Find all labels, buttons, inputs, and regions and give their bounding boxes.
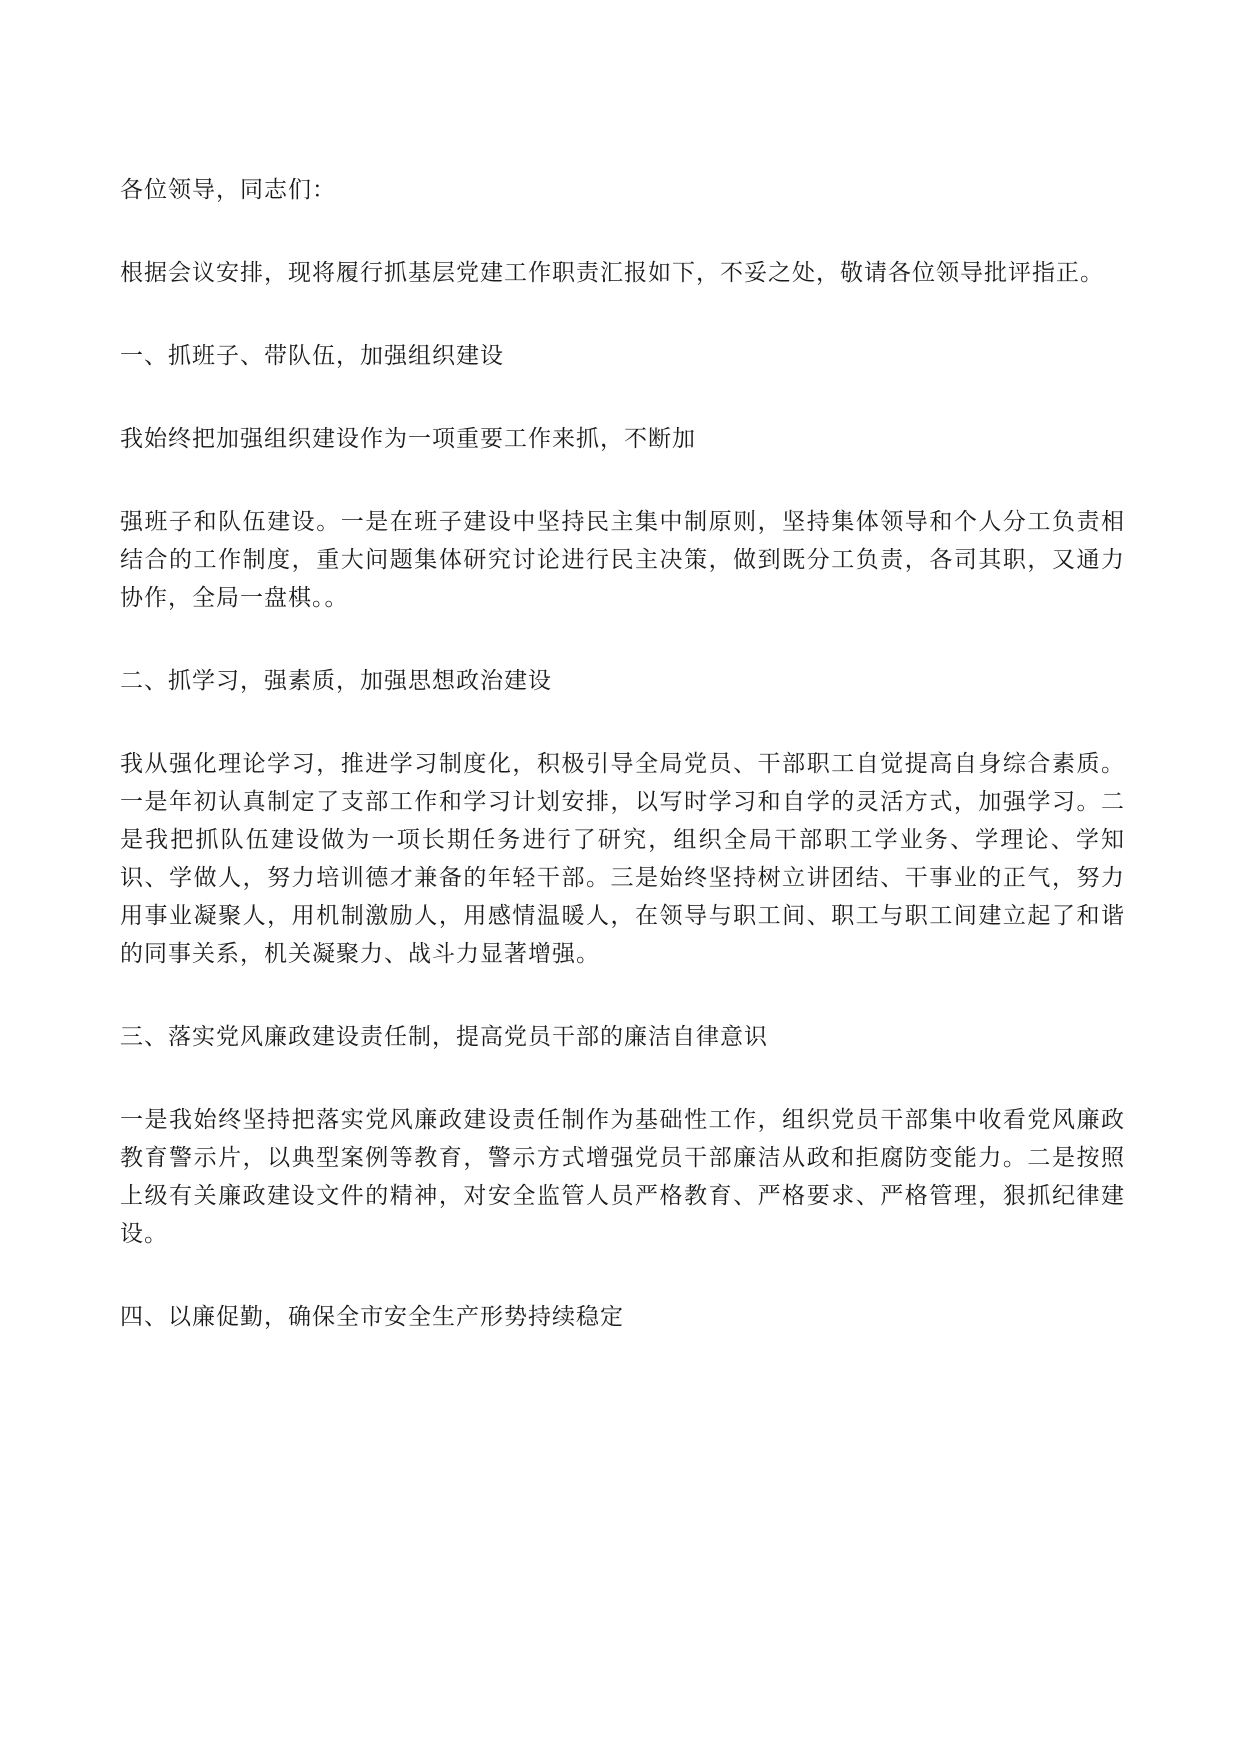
section-1-paragraph-2: 强班子和队伍建设。一是在班子建设中坚持民主集中制原则，坚持集体领导和个人分工负责相结合的工作制度，重大问题集体研究讨论进行民主决策，做到既分工负责，各司其职，又通力协作，全局一盘棋。。 [120,509,1125,611]
section-3-paragraph-1: 一是我始终坚持把落实党风廉政建设责任制作为基础性工作，组织党员干部集中收看党风廉政教育警示片，以典型案例等教育，警示方式增强党员干部廉洁从政和拒腐防变能力。二是按照上级有关廉政建设文件的精神，对安全监管人员严格教育、严格要求、严格管理，狠抓纪律建设。 [120,1107,1125,1247]
section-3-heading: 三、落实党风廉政建设责任制，提高党员干部的廉洁自律意识 [120,1024,768,1050]
section-2-paragraph-1: 我从强化理论学习，推进学习制度化，积极引导全局党员、干部职工自觉提高自身综合素质。一是年初认真制定了支部工作和学习计划安排，以写时学习和自学的灵活方式，加强学习。二是我把抓队伍建设做为一项长期任务进行了研究，组织全局干部职工学业务、学理论、学知识、学做人，努力培训德才兼备的年轻干部。三是始终坚持树立讲团结、干事业的正气，努力用事业凝聚人，用机制激励人，用感情温暖人，在领导与职工间、职工与职工间建立起了和谐的同事关系，机关凝聚力、战斗力显著增强。 [120,751,1125,967]
section-2-heading: 二、抓学习，强素质，加强思想政治建设 [120,668,552,694]
greeting-line: 各位领导，同志们： [120,177,336,203]
section-1-paragraph-1: 我始终把加强组织建设作为一项重要工作来抓，不断加 [120,426,696,452]
section-1-heading: 一、抓班子、带队伍，加强组织建设 [120,343,504,369]
section-4-heading: 四、以廉促勤，确保全市安全生产形势持续稳定 [120,1304,624,1330]
intro-paragraph: 根据会议安排，现将履行抓基层党建工作职责汇报如下，不妥之处，敬请各位领导批评指正。 [120,260,1104,286]
document-body [120,171,1125,1381]
